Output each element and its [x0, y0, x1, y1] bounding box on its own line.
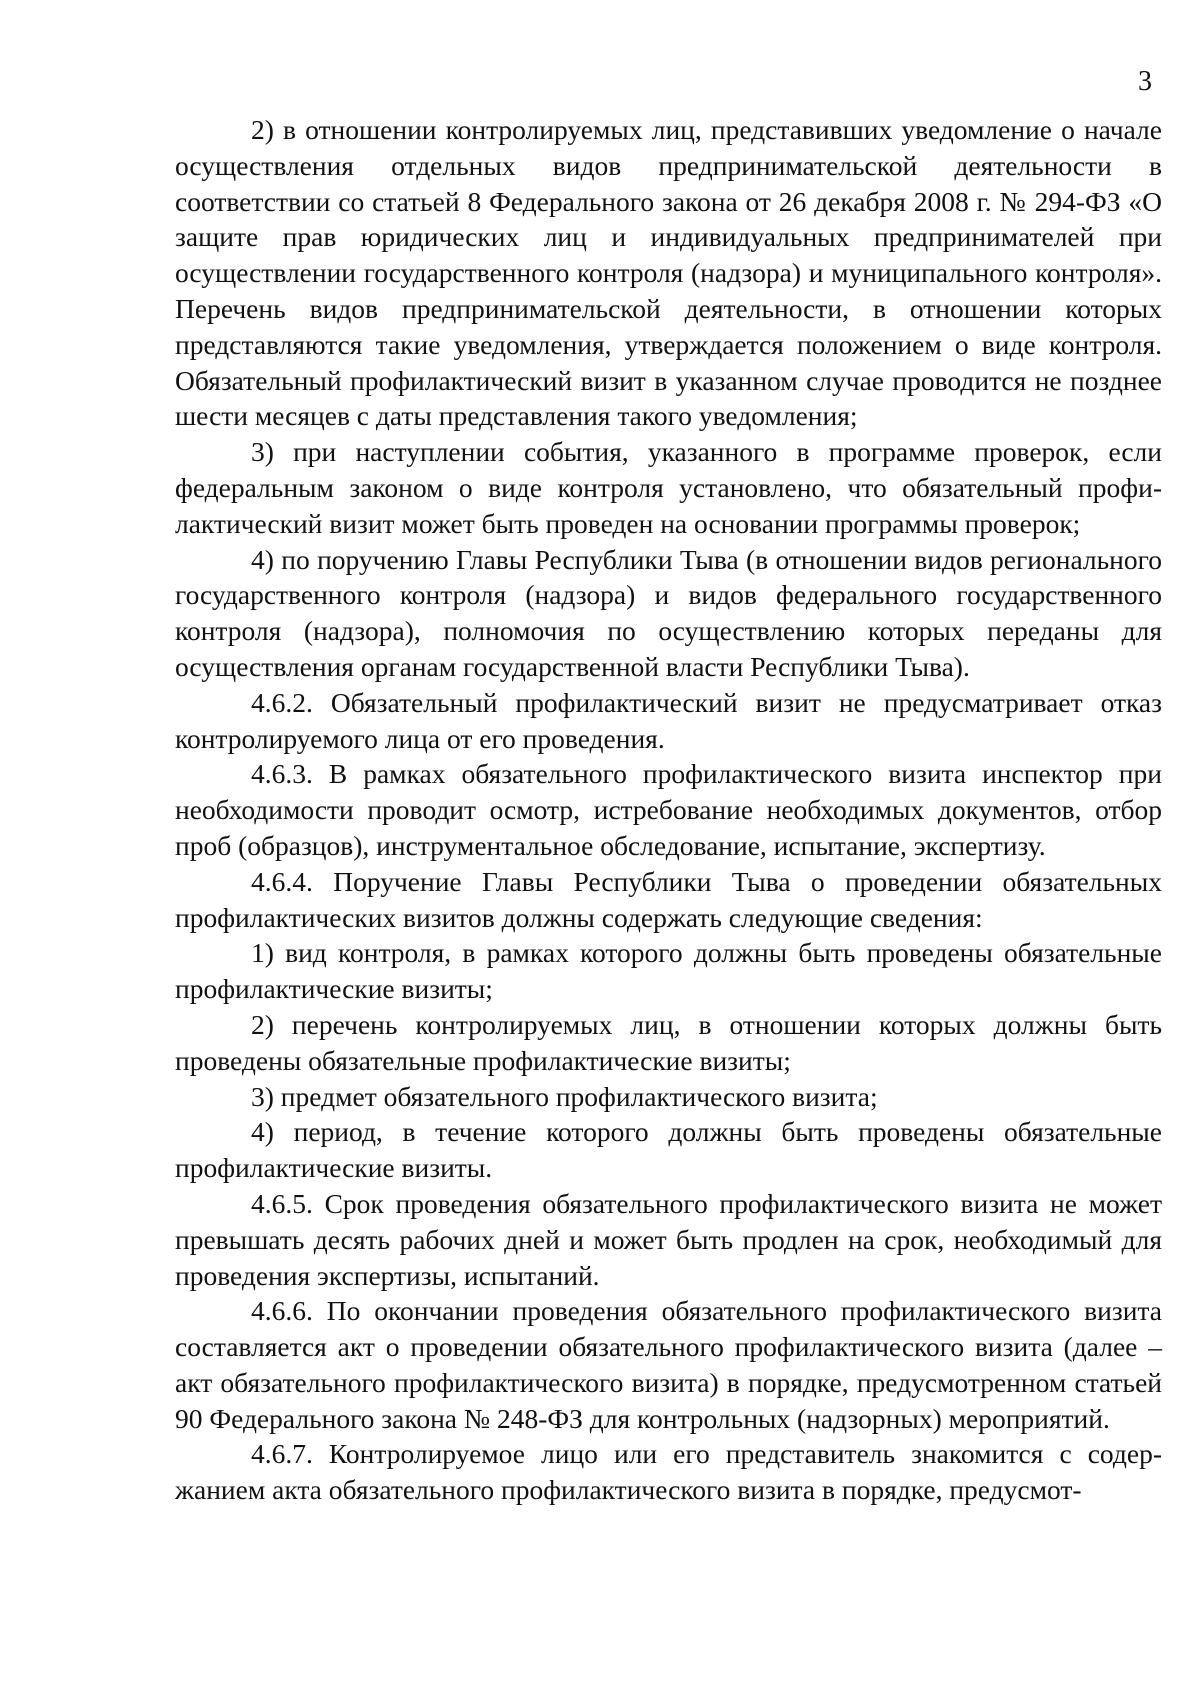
paragraph-4-6-5: 4.6.5. Срок проведения обязательного профилактического визита не может превышать десять рабочих дней и может быть продлен на срок, необходимый для проведения экспертизы, испытаний. [175, 1187, 1162, 1291]
page-body [175, 112, 1162, 1508]
list-item-4: 4) период, в течение которого должны быть проведены обязательные профилактические визиты. [175, 1116, 1162, 1184]
paragraph-item-3: 3) при наступлении события, указанного в программе проверок, если федеральным законом о виде контроля установлено, что обязательный профилактический визит может быть проведен на основании программы проверок; [175, 436, 1162, 539]
list-item-2: 2) перечень контролируемых лиц, в отношении которых должны быть проведены обязательные профилактические визиты; [175, 1008, 1162, 1076]
paragraph-4-6-2: 4.6.2. Обязательный профилактический визит не предусматривает отказ контролируемого лица от его проведения. [175, 686, 1162, 754]
paragraph-4-6-4: 4.6.4. Поручение Главы Республики Тыва о проведении обязательных профилактических визитов должны содержать следующие сведения: [175, 865, 1162, 933]
paragraph-item-4: 4) по поручению Главы Республики Тыва (в отношении видов регионального государственного контроля (надзора) и видов федерального государственного контроля (надзора), полномочия по осуществлению которых переданы для осуществления органам государственной власти Республики Тыва). [175, 543, 1162, 682]
paragraph-4-6-3: 4.6.3. В рамках обязательного профилактического визита инспектор при необходимости проводит осмотр, истребование необходимых документов, отбор проб (образцов), инструментальное обследование, испытание, экспертизу. [175, 758, 1162, 861]
list-item-1: 1) вид контроля, в рамках которого должны быть проведены обязательные профилактические визиты; [175, 937, 1162, 1005]
paragraph-item-2: 2) в отношении контролируемых лиц, представивших уведомление о начале осуществления отдельных видов предпринимательской деятельности в соответствии со статьей 8 Федерального закона от 26 декабря 2008 г. № 294-ФЗ «О защите прав юридических лиц и индивидуальных предпринимателей при осуществлении государственного контроля (надзора) и муниципального контроля». Перечень видов предпринимательской деятельности, в отношении которых представляются такие уведомления, утверждается положением о виде контроля. Обязательный профилактический визит в указанном случае проводится не позднее шести месяцев с даты представления такого уведомления; [175, 114, 1162, 432]
paragraph-4-6-6: 4.6.6. По окончании проведения обязательного профилактического визита составляется акт о проведении обязательного профилактического визита (далее – акт обязательного профилактического визита) в порядке, предусмотренном статьей 90 Федерального закона № 248-ФЗ для контрольных (надзорных) мероприятий. [175, 1295, 1162, 1434]
paragraph-4-6-7: 4.6.7. Контролируемое лицо или его представитель знакомится с содержанием акта обязательного профилактического визита в порядке, предусмот- [175, 1438, 1162, 1506]
page-number: 3 [1138, 66, 1152, 97]
list-item-3: 3) предмет обязательного профилактического визита; [251, 1080, 878, 1112]
